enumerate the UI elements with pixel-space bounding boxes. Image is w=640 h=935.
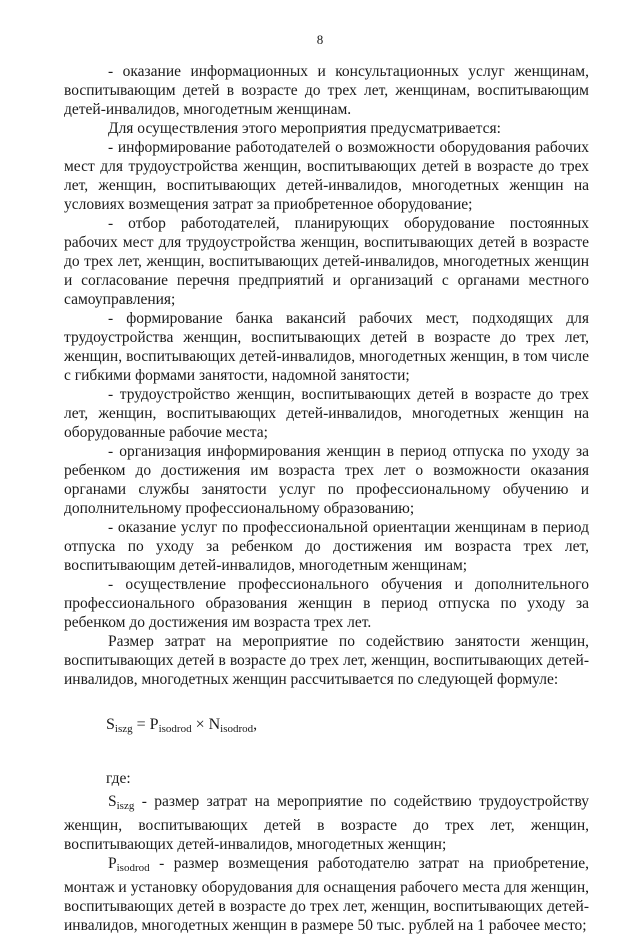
definition-symbol: S <box>108 793 117 810</box>
cost-formula <box>106 715 589 739</box>
formula-term2: N <box>208 716 221 733</box>
formula-lhs: S <box>106 716 115 733</box>
formula-term1-subscript: isodrod <box>158 723 192 735</box>
formula-equals: = <box>132 716 150 733</box>
definition-symbol: P <box>108 855 117 872</box>
definition-subscript: iszg <box>116 800 135 812</box>
definition-p-isodrod <box>64 854 589 935</box>
definition-text: - размер затрат на мероприятие по содействию трудоустройству женщин, воспитывающих детей в возрасте до трех лет, женщин, воспитывающих детей-инвалидов, многодетных женщин; <box>64 793 589 853</box>
document-body <box>64 62 589 935</box>
formula-times: × <box>191 716 209 733</box>
paragraph-informing-employers: - информирование работодателей о возможности оборудования рабочих мест для трудоустройства женщин, воспитывающих детей в возрасте до трех лет, женщин, воспитывающих детей-инвалидов, многодетных женщин на условиях возмещения затрат за приобретенное оборудование; <box>64 139 589 213</box>
paragraph-employer-selection: - отбор работодателей, планирующих оборудование постоянных рабочих мест для трудоустройства женщин, воспитывающих детей в возрасте до трех лет, женщин, воспитывающих детей-инвалидов, многодетных женщин и согласование перечня предприятий и организаций с органами местного самоуправления; <box>64 215 589 308</box>
paragraph-measures-intro: Для осуществления этого мероприятия предусматривается: <box>108 120 501 137</box>
paragraph-vacancy-bank: - формирование банка вакансий рабочих мест, подходящих для трудоустройства женщин, воспитывающих детей в возрасте до трех лет, женщин, воспитывающих детей-инвалидов, многодетных женщин, в том числе с гибкими формами занятости, надомной занятости; <box>64 310 589 384</box>
paragraph-employment: - трудоустройство женщин, воспитывающих детей в возрасте до трех лет, женщин, воспитывающих детей-инвалидов, многодетных женщин на оборудованные рабочие места; <box>64 386 589 441</box>
paragraph-career-guidance: - оказание услуг по профессиональной ориентации женщинам в период отпуска по уходу за ребенком до достижения им возраста трех лет, воспитывающим детей-инвалидов, многодетным женщинам; <box>64 519 589 574</box>
paragraph-cost-formula-intro: Размер затрат на мероприятие по содействию занятости женщин, воспитывающих детей в возрасте до трех лет, женщин, воспитывающих детей-инвалидов, многодетных женщин рассчитывается по следующей формуле: <box>64 633 589 688</box>
paragraph-vocational-training: - осуществление профессионального обучения и дополнительного профессионального образования женщин в период отпуска по уходу за ребенком до достижения им возраста трех лет. <box>64 576 589 631</box>
where-label: где: <box>106 770 131 787</box>
definition-text: - размер возмещения работодателю затрат на приобретение, монтаж и установку оборудования для оснащения рабочего места для женщин, воспитывающих детей в возрасте до трех лет, женщин, воспитывающих детей-инвалидов, многодетных женщин в размере 50 тыс. рублей на 1 рабочее место; <box>64 855 589 934</box>
formula-term2-subscript: isodrod <box>220 723 254 735</box>
formula-end: , <box>253 716 258 733</box>
definition-s-iszg <box>64 792 589 854</box>
definition-subscript: isodrod <box>116 862 150 874</box>
page-number: 8 <box>316 32 324 47</box>
paragraph-consulting-services: - оказание информационных и консультационных услуг женщинам, воспитывающим детей в возрасте до трех лет, женщинам, воспитывающим детей-инвалидов, многодетным женщинам. <box>64 63 589 118</box>
paragraph-informing-women: - организация информирования женщин в период отпуска по уходу за ребенком до достижения им возраста трех лет о возможности оказания органами службы занятости услуг по профессиональному обучению и дополнительному профессиональному образованию; <box>64 443 589 517</box>
formula-lhs-subscript: iszg <box>114 723 133 735</box>
formula-term1: P <box>149 716 159 733</box>
